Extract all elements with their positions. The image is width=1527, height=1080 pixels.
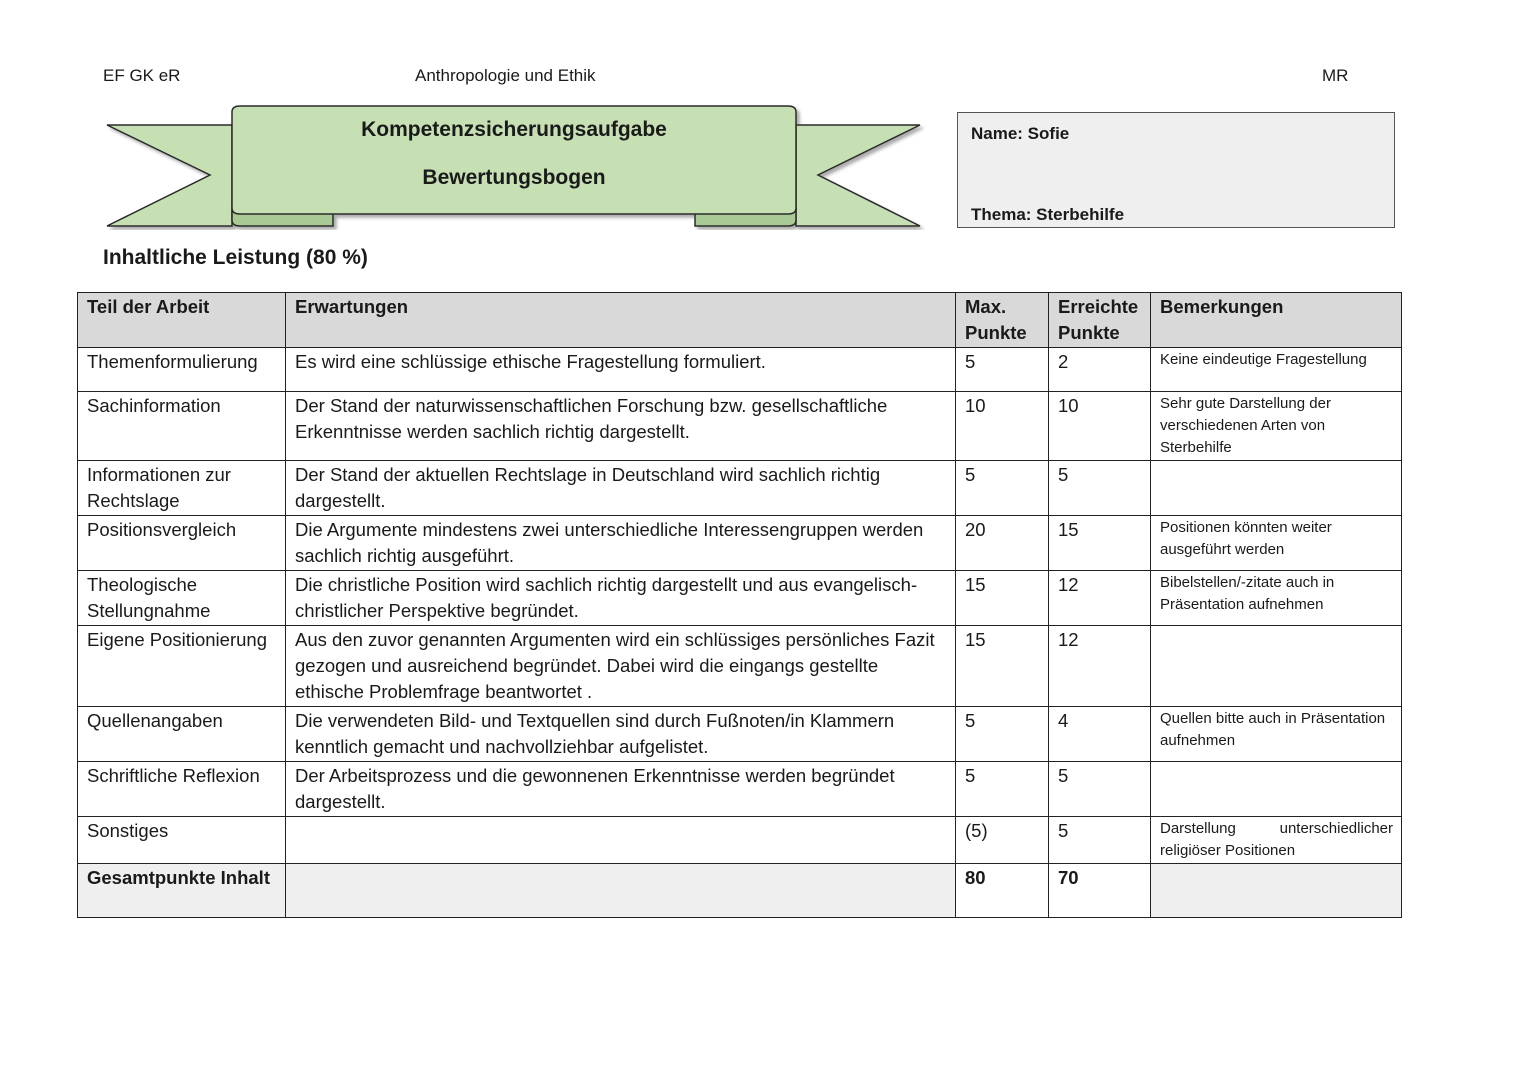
cell-expectation: Der Arbeitsprozess und die gewonnenen Erkenntnisse werden begründet dargestellt. (286, 762, 956, 817)
cell-reached: 4 (1049, 707, 1151, 762)
header-max-points: Max. Punkte (956, 293, 1049, 348)
cell-expectation: Aus den zuvor genannten Argumenten wird ein schlüssiges persönliches Fazit gezogen und ausreichend begründet. Dabei wird die eingangs gestellte ethische Problemfrage beantwortet . (286, 626, 956, 707)
table-row (78, 626, 1402, 707)
cell-remark: Sehr gute Darstellung der verschiedenen Arten von Sterbehilfe (1151, 392, 1402, 461)
cell-part: Sonstiges (78, 817, 286, 864)
header-expectations: Erwartungen (286, 293, 956, 348)
total-reached: 70 (1049, 864, 1151, 918)
subject-label: Anthropologie und Ethik (415, 66, 596, 85)
course-label: EF GK eR (103, 66, 181, 85)
cell-reached: 15 (1049, 516, 1151, 571)
cell-part: Eigene Positionierung (78, 626, 286, 707)
student-info-box (957, 112, 1395, 228)
cell-max: 20 (956, 516, 1049, 571)
cell-reached: 10 (1049, 392, 1151, 461)
cell-reached: 12 (1049, 626, 1151, 707)
cell-max: 5 (956, 348, 1049, 392)
total-empty (286, 864, 956, 918)
header-remarks: Bemerkungen (1151, 293, 1402, 348)
cell-max: 15 (956, 626, 1049, 707)
cell-reached: 2 (1049, 348, 1151, 392)
total-label: Gesamtpunkte Inhalt (78, 864, 286, 918)
cell-max: 15 (956, 571, 1049, 626)
total-max: 80 (956, 864, 1049, 918)
cell-reached: 5 (1049, 762, 1151, 817)
table-header-row (78, 293, 1402, 348)
cell-remark (1151, 461, 1402, 516)
ribbon-right-tail (796, 125, 920, 226)
cell-max: 5 (956, 762, 1049, 817)
cell-part: Positionsvergleich (78, 516, 286, 571)
total-remark (1151, 864, 1402, 918)
cell-remark: Darstellung unterschiedlicher religiöser Positionen (1151, 817, 1402, 864)
cell-part: Sachinformation (78, 392, 286, 461)
cell-expectation: Die christliche Position wird sachlich richtig dargestellt und aus evangelisch-christlicher Perspektive begründet. (286, 571, 956, 626)
cell-expectation: Die verwendeten Bild- und Textquellen sind durch Fußnoten/in Klammern kenntlich gemacht und nachvollziehbar aufgelistet. (286, 707, 956, 762)
cell-expectation (286, 817, 956, 864)
cell-max: 5 (956, 707, 1049, 762)
cell-remark (1151, 762, 1402, 817)
table-row (78, 817, 1402, 864)
cell-expectation: Die Argumente mindestens zwei unterschiedliche Interessengruppen werden sachlich richtig ausgeführt. (286, 516, 956, 571)
table-row (78, 461, 1402, 516)
topic-label: Thema: Sterbehilfe (971, 205, 1125, 224)
table-row (78, 762, 1402, 817)
table-row (78, 348, 1402, 392)
cell-max: 5 (956, 461, 1049, 516)
cell-remark: Keine eindeutige Fragestellung (1151, 348, 1402, 392)
cell-expectation: Der Stand der naturwissenschaftlichen Forschung bzw. gesellschaftliche Erkenntnisse werden sachlich richtig dargestellt. (286, 392, 956, 461)
total-row (78, 864, 1402, 918)
cell-remark: Positionen könnten weiter ausgeführt werden (1151, 516, 1402, 571)
cell-max: (5) (956, 817, 1049, 864)
header-reached-points: Erreichte Punkte (1049, 293, 1151, 348)
ribbon-left-tail (107, 125, 232, 226)
cell-remark: Quellen bitte auch in Präsentation aufnehmen (1151, 707, 1402, 762)
cell-remark (1151, 626, 1402, 707)
table-row (78, 571, 1402, 626)
cell-reached: 5 (1049, 461, 1151, 516)
cell-part: Theologische Stellungnahme (78, 571, 286, 626)
banner-subtitle: Bewertungsbogen (422, 166, 606, 189)
cell-reached: 5 (1049, 817, 1151, 864)
header-part: Teil der Arbeit (78, 293, 286, 348)
cell-part: Schriftliche Reflexion (78, 762, 286, 817)
cell-max: 10 (956, 392, 1049, 461)
table-row (78, 707, 1402, 762)
cell-expectation: Der Stand der aktuellen Rechtslage in Deutschland wird sachlich richtig dargestellt. (286, 461, 956, 516)
banner-title: Kompetenzsicherungsaufgabe (361, 118, 667, 141)
table-row (78, 392, 1402, 461)
table-row (78, 516, 1402, 571)
cell-expectation: Es wird eine schlüssige ethische Fragestellung formuliert. (286, 348, 956, 392)
cell-part: Informationen zur Rechtslage (78, 461, 286, 516)
student-name: Name: Sofie (971, 124, 1070, 143)
cell-part: Themenformulierung (78, 348, 286, 392)
teacher-initials: MR (1322, 66, 1349, 85)
grading-table (77, 292, 1402, 918)
cell-part: Quellenangaben (78, 707, 286, 762)
cell-reached: 12 (1049, 571, 1151, 626)
section-title: Inhaltliche Leistung (80 %) (103, 246, 368, 269)
cell-remark: Bibelstellen/-zitate auch in Präsentation aufnehmen (1151, 571, 1402, 626)
